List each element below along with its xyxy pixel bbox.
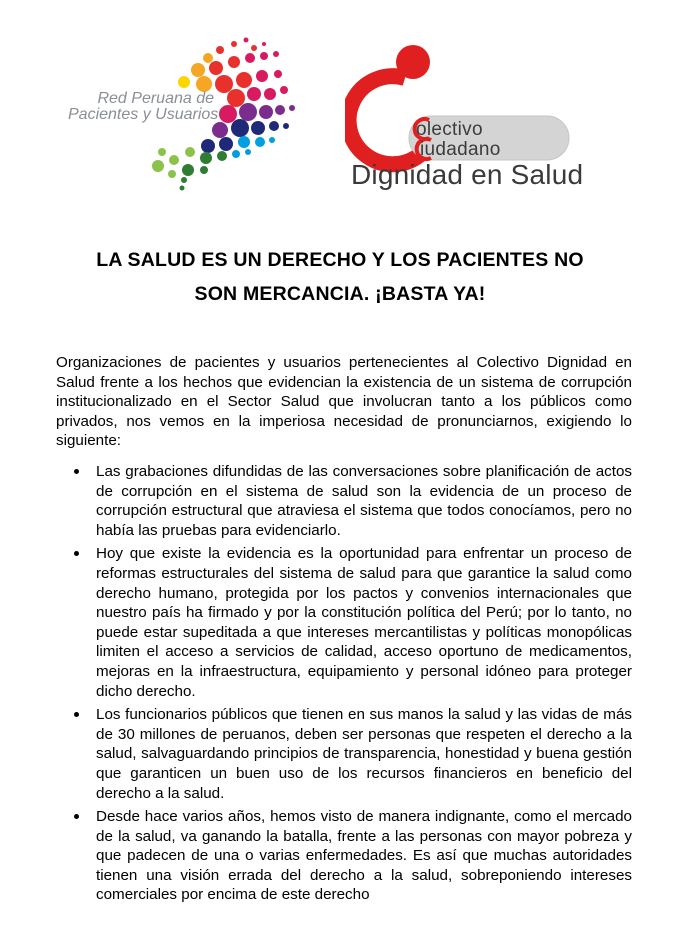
bullet-icon — [74, 814, 79, 819]
bullet-icon — [74, 469, 79, 474]
list-item-text: Los funcionarios públicos que tienen en sus manos la salud y las vidas de más de 30 millones de peruanos, deben ser personas que respeten el derecho a la salud, salvaguardando principios de transparencia, honestidad y buena gestión que garanticen un buen uso de los recursos financieros en beneficio del derecho a la salud. — [96, 706, 632, 802]
list-item — [56, 705, 632, 803]
list-item-text: Desde hace varios años, hemos visto de manera indignante, como el mercado de la salud, va ganando la batalla, frente a las personas con mayor pobreza y que padecen de una o varias enfermedades. Es así que muchas autoridades tienen una visión errada del derecho a la salud, sobreponiendo intereses comerciales por encima de este derecho — [96, 808, 632, 904]
list-item — [56, 462, 632, 540]
bullet-icon — [74, 551, 79, 556]
dignidad-en-salud-logo — [345, 40, 585, 190]
red-peruana-logo — [58, 28, 308, 198]
logo-left-line2: Pacientes y Usuarios — [68, 106, 219, 123]
demands-list — [56, 462, 632, 909]
list-item-text: Las grabaciones difundidas de las conversaciones sobre planificación de actos de corrupción en el sistema de salud son la evidencia de un proceso de corrupción estructural que atraviesa el sistema que todos conocíamos, pero no había las pruebas para evidenciarlo. — [96, 463, 632, 539]
list-item — [56, 807, 632, 905]
list-item — [56, 544, 632, 701]
logo-right-line3: Dignidad en Salud — [351, 159, 584, 190]
list-item-text: Hoy que existe la evidencia es la oportunidad para enfrentar un proceso de reformas estructurales del sistema de salud para que garantice la salud como derecho humano, protegida por los pactos y convenios internacionales que nuestro país ha firmado y por la constitución política del Perú; por lo tanto, no puede estar supeditada a que intereses mercantilistas y políticas monopólicas limiten el acceso a servicios de calidad, acceso oportuno de medicamentos, mejoras en la infraestructura, equipamiento y personal idóneo para proteger dicho derecho. — [96, 545, 632, 700]
bullet-icon — [74, 712, 79, 717]
title-line2: SON MERCANCIA. ¡BASTA YA! — [194, 283, 486, 305]
title-line1: LA SALUD ES UN DERECHO Y LOS PACIENTES NO — [96, 249, 584, 271]
logo-right-line2: iudadano — [420, 139, 501, 160]
logo-left-line1: Red Peruana de — [97, 90, 214, 107]
document-title — [40, 243, 640, 311]
intro-paragraph: Organizaciones de pacientes y usuarios pertenecientes al Colectivo Dignidad en Salud frente a los hechos que evidencian la existencia de un sistema de corrupción institucionalizado en el Sector Salud que involucran tanto a los públicos como privados, nos vemos en la imperiosa necesidad de pronunciarnos, exigiendo lo siguiente: — [56, 354, 632, 450]
logo-right-line1: olectivo — [416, 119, 483, 140]
